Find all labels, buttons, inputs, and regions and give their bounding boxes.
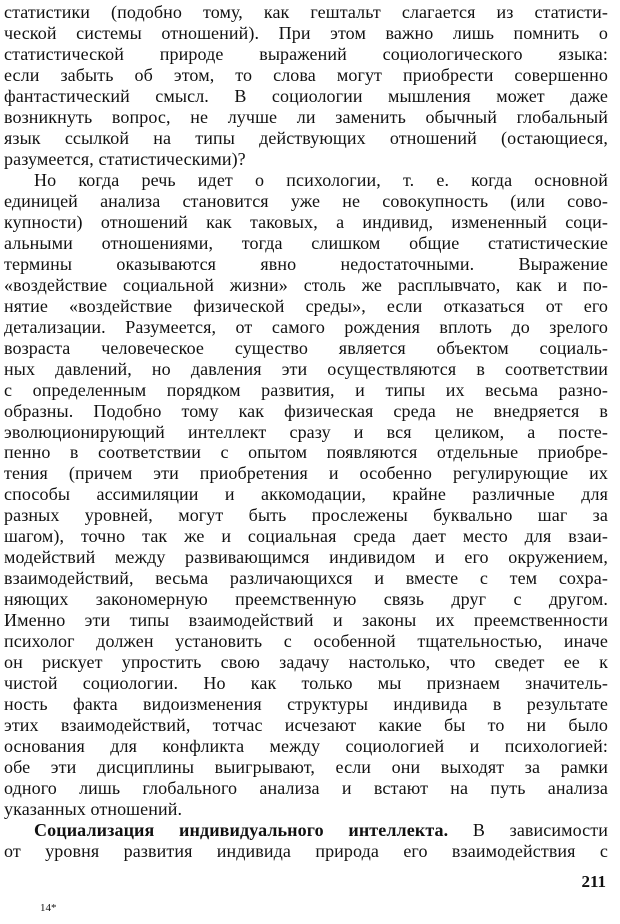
text-line: этих взаимодействий, тотчас исчезают какие бы то ни было [4, 715, 608, 736]
text-line: способы ассимиляции и аккомодации, крайне различные для [4, 484, 608, 505]
text-line: с определенным порядком развития, и типы их весьма разно- [4, 379, 608, 400]
text-line: фантастический смысл. В социологии мышления может даже [4, 85, 608, 106]
text-line: статистики (подобно тому, как гештальт слагается из статисти- [4, 2, 608, 22]
text-line: модействий между развивающимся индивидом и его окружением, [4, 547, 608, 568]
text-line: возраста человеческое существо является объектом социаль- [4, 337, 608, 358]
text-line: нятие «воздействие физической среды», если отказаться от его [4, 295, 608, 316]
section-heading: Социализация индивидуального интеллекта. [34, 820, 449, 841]
text-line: статистической природе выражений социологического языка: [4, 43, 608, 64]
paragraph-start-line: Но когда речь идет о психологии, т. е. когда основной [34, 169, 608, 190]
text-line: обе эти дисциплины выигрывают, если они выходят за рамки [4, 757, 608, 778]
text-line: няющих закономерную преемственную связь друг с другом. [4, 589, 608, 610]
text-line: если забыть об этом, то слова могут приобрести совершенно [4, 64, 608, 85]
text-line: ческой системы отношений). При этом важно лишь помнить о [4, 22, 608, 43]
heading-continuation: В зависимости [448, 820, 608, 841]
section-heading-line [34, 820, 608, 841]
text-line: он рискует упростить свою задачу настолько, что сведет ее к [4, 652, 608, 673]
text-line: разумеется, статистическими)? [4, 148, 246, 169]
text-line: чистой социологии. Но как только мы признаем значитель- [4, 673, 608, 694]
text-line: язык ссылкой на типы действующих отношений (остающиеся, [4, 127, 608, 148]
page-number: 211 [581, 872, 606, 891]
text-line: разных уровней, могут быть прослежены буквально шаг за [4, 505, 608, 526]
text-line: возникнуть вопрос, не лучше ли заменить обычный глобальный [4, 106, 608, 127]
text-line: образны. Подобно тому как физическая среда не внедряется в [4, 400, 608, 421]
text-line: Именно эти типы взаимодействий и законы их преемственности [4, 610, 608, 631]
text-line: термины оказываются явно недостаточными. Выражение [4, 253, 608, 274]
text-line: купности) отношений как таковых, а индивид, измененный соци- [4, 211, 608, 232]
text-line: основания для конфликта между социологией и психологией: [4, 736, 608, 757]
text-line: детализации. Разумеется, от самого рождения вплоть до зрелого [4, 316, 608, 337]
text-line: единицей анализа становится уже не совокупность (или сово- [4, 190, 608, 211]
text-line: тения (причем эти приобретения и особенно регулирующие их [4, 463, 608, 484]
text-line: одного лишь глобального анализа и встают на путь анализа [4, 778, 608, 799]
text-line: от уровня развития индивида природа его взаимодействия с [4, 841, 608, 862]
printer-signature: 14* [40, 902, 57, 914]
text-line: ных давлений, но давления эти осуществляются в соответствии [4, 358, 608, 379]
text-line: ность факта видоизменения структуры индивида в результате [4, 694, 608, 715]
text-line: психолог должен установить с особенной тщательностью, иначе [4, 631, 608, 652]
text-line: указанных отношений. [4, 799, 183, 820]
text-line: альными отношениями, тогда слишком общие статистические [4, 232, 608, 253]
text-line: эволюционирующий интеллект сразу и вся целиком, а посте- [4, 421, 608, 442]
text-line: «воздействие социальной жизни» столь же расплывчато, как и по- [4, 274, 608, 295]
text-line: шагом), точно так же и социальная среда дает место для взаи- [4, 526, 608, 547]
text-line: пенно в соответствии с опытом появляются отдельные приобре- [4, 442, 608, 463]
text-line: взаимодействий, весьма различающихся и вместе с тем сохра- [4, 568, 608, 589]
